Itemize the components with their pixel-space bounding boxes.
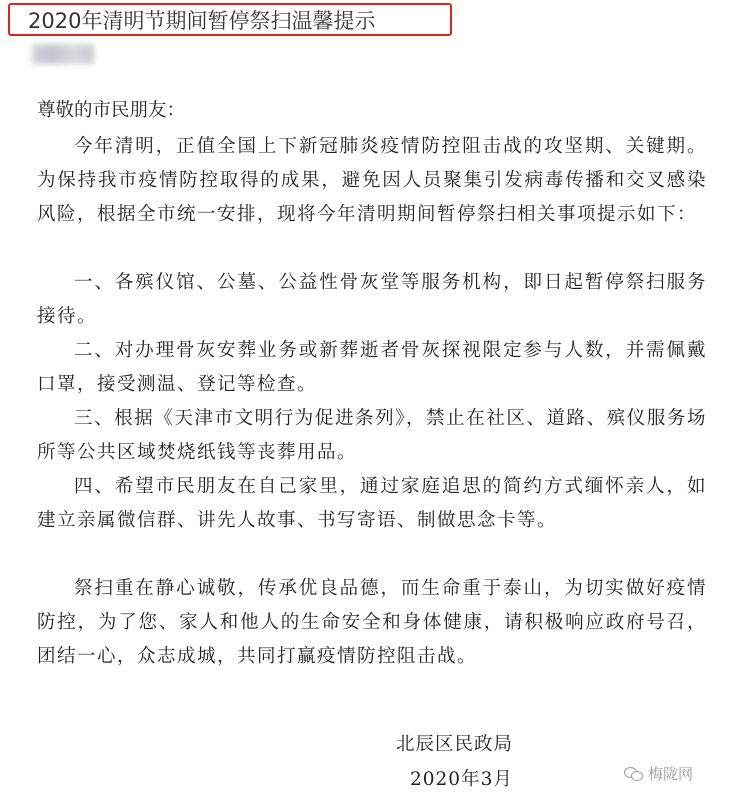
watermark-text: 梅陇网 [648,765,694,783]
paragraph-intro: 今年清明，正值全国上下新冠肺炎疫情防控阻击战的攻坚期、关键期。为保持我市疫情防控取得的成果，避免因人员聚集引发病毒传播和交叉感染风险，根据全市统一安排，现将今年清明期间暂停祭扫相关事项提示如下： [37,136,707,225]
salutation: 尊敬的市民朋友： [37,100,186,121]
watermark [624,763,693,784]
paragraph-item-1: 一、各殡仪馆、公墓、公益性骨灰堂等服务机构，即日起暂停祭扫服务接待。 [37,272,707,327]
page-title: 2020年清明节期间暂停祭扫温馨提示 [28,8,376,33]
paragraph-item-2: 二、对办理骨灰安葬业务或新葬逝者骨灰探视限定参与人数，并需佩戴口罩，接受测温、登记等检查。 [37,340,707,395]
paragraph-item-3: 三、根据《天津市文明行为促进条列》，禁止在社区、道路、殡仪服务场所等公共区域焚烧纸钱等丧葬用品。 [37,408,707,463]
paragraph-closing: 祭扫重在静心诚敬，传承优良品德，而生命重于泰山，为切实做好疫情防控，为了您、家人和他人的生命安全和身体健康，请积极响应政府号召，团结一心，众志成城，共同打赢疫情防控阻击战。 [37,578,707,667]
paragraph-item-4: 四、希望市民朋友在自己家里，通过家庭追思的简约方式缅怀亲人，如建立亲属微信群、讲先人故事、书写寄语、制做思念卡等。 [37,476,707,531]
wechat-icon [624,766,644,782]
signature: 北辰区民政局 [396,734,514,755]
blurred-source-label [32,44,94,64]
highlighted-title [8,3,452,36]
date-line: 2020年3月 [410,769,513,790]
